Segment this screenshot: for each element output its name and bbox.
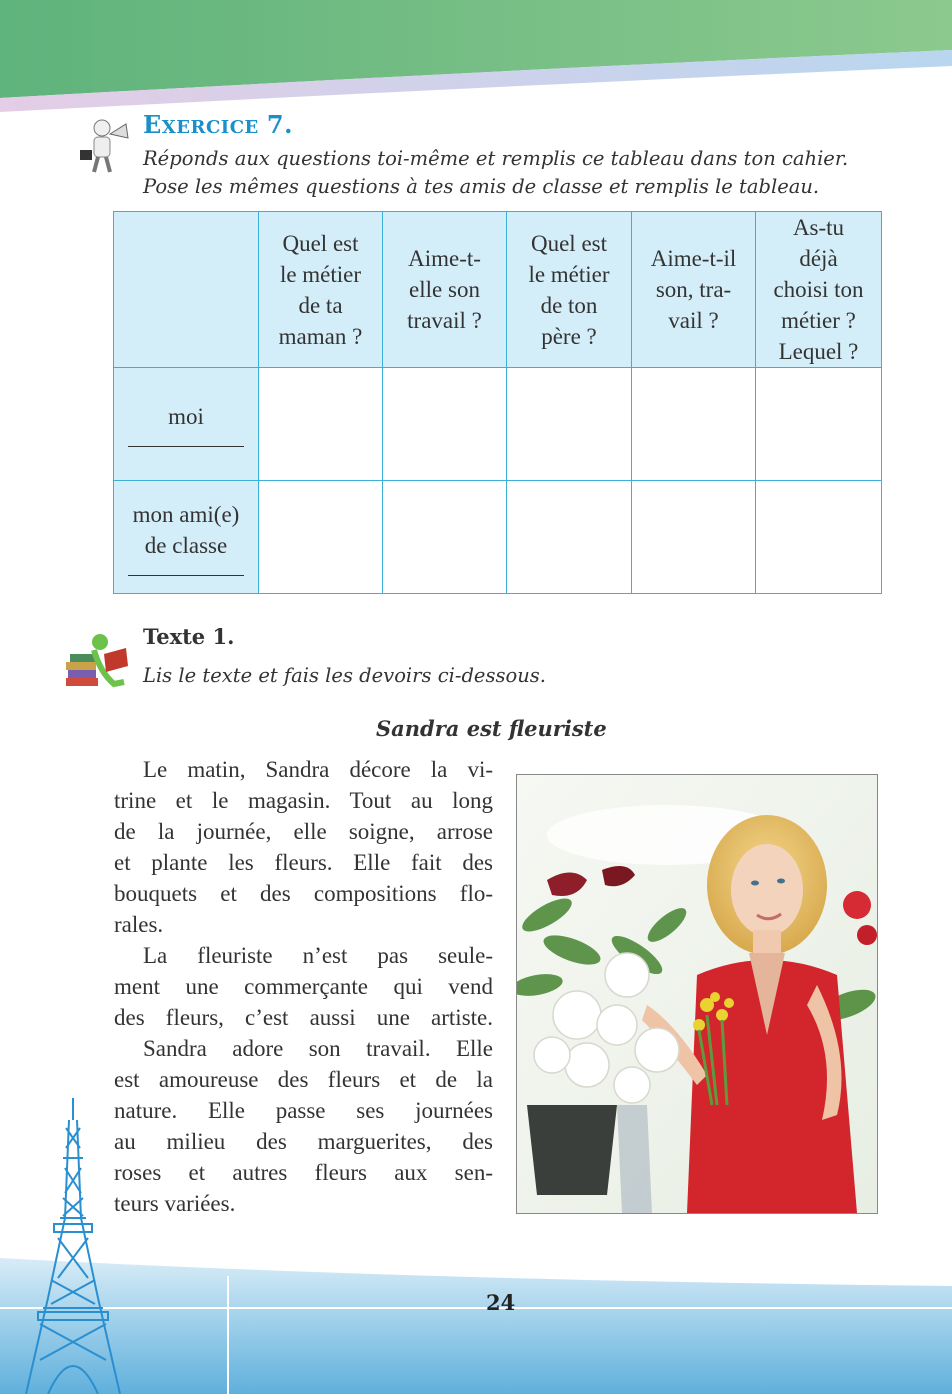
row-label: moi — [168, 404, 204, 429]
row-label-cell — [114, 368, 259, 481]
table-empty-cell — [383, 481, 507, 594]
megaphone-person-icon — [76, 112, 136, 174]
texte-instruction: Lis le texte et fais les devoirs ci-dessous. — [143, 664, 546, 687]
texte-title: Texte 1. — [143, 624, 235, 649]
story-line: de la journée, elle soigne, arrose — [114, 819, 493, 844]
page-number: 24 — [486, 1290, 516, 1315]
story-line: bouquets et des compositions flo- — [114, 881, 493, 906]
eiffel-tower-icon — [18, 1098, 128, 1394]
table-row — [114, 368, 882, 481]
header-line: le métier — [528, 261, 610, 287]
story-line: trine et le magasin. Tout au long — [114, 788, 493, 813]
table-header-cell — [632, 212, 756, 368]
story-line: Le matin, Sandra décore la vi- — [143, 757, 493, 782]
header-line: travail ? — [407, 308, 482, 333]
story-line: rales. — [114, 912, 164, 937]
table-empty-cell — [632, 481, 756, 594]
header-line: elle son — [409, 277, 480, 302]
table-header-row — [114, 212, 882, 368]
header-line: père ? — [541, 323, 597, 349]
exercise-title — [143, 110, 293, 139]
story-line: Sandra adore son travail. Elle — [143, 1036, 493, 1061]
reading-books-icon — [64, 632, 134, 688]
table-header-cell — [507, 212, 632, 368]
table-header-cell — [756, 212, 882, 368]
table-empty-cell — [756, 481, 882, 594]
header-line: Aime-t-il — [650, 246, 737, 271]
table-empty-cell — [507, 368, 632, 481]
story-line: roses et autres fleurs aux sen- — [114, 1160, 493, 1185]
header-line: métier ? — [781, 308, 856, 333]
header-line: Quel est — [282, 230, 359, 256]
header-line: As-tu — [792, 215, 845, 240]
story-line: La fleuriste n’est pas seule- — [143, 943, 493, 968]
exercise-instruction-line-1: Réponds aux questions toi-même et remplis ce tableau dans ton cahier. — [143, 147, 849, 170]
story-line: et plante les fleurs. Elle fait des — [114, 850, 493, 875]
table-header-cell — [259, 212, 383, 368]
table-empty-cell — [632, 368, 756, 481]
top-decorative-band — [0, 0, 952, 112]
header-line: choisi ton — [773, 277, 864, 302]
table-empty-cell — [259, 481, 383, 594]
story-line: teurs variées. — [114, 1191, 236, 1216]
header-line: de ta — [298, 292, 343, 318]
table-header-cell — [383, 212, 507, 368]
header-line: Quel est — [530, 230, 607, 256]
table-empty-cell — [383, 368, 507, 481]
table-empty-cell — [259, 368, 383, 481]
story-line: nature. Elle passe ses journées — [114, 1098, 493, 1123]
header-line: vail ? — [668, 308, 719, 333]
table-empty-cell — [756, 368, 882, 481]
row-label-cell — [114, 481, 259, 594]
exercise-title-number: 7. — [266, 110, 293, 139]
story-line: ment une commerçante qui vend — [114, 974, 493, 999]
table-empty-cell — [507, 481, 632, 594]
header-line: maman ? — [278, 323, 363, 349]
blank-write-line — [128, 561, 244, 576]
story-title: Sandra est fleuriste — [376, 716, 607, 741]
header-line: déjà — [799, 246, 838, 271]
blank-write-line — [128, 432, 244, 447]
row-label: de classe — [144, 532, 228, 558]
exercise-title-initial: E — [143, 110, 162, 139]
exercise-title-smallcaps: XERCICE — [161, 117, 259, 138]
header-line: Lequel ? — [778, 339, 859, 364]
header-line: de ton — [540, 292, 598, 318]
row-label: mon ami(e) — [132, 501, 240, 527]
story-line: des fleurs, c’est aussi une artiste. — [114, 1005, 493, 1030]
florist-photo — [516, 774, 878, 1214]
story-line: au milieu des marguerites, des — [114, 1129, 493, 1154]
exercise-instruction-line-2: Pose les mêmes questions à tes amis de classe et remplis le tableau. — [143, 175, 820, 198]
bottom-decorative-band — [0, 1258, 952, 1394]
header-line: Aime-t- — [408, 246, 481, 271]
header-line: le métier — [279, 261, 362, 287]
story-line: est amoureuse des fleurs et de la — [114, 1067, 493, 1092]
header-line: son, tra- — [655, 277, 732, 302]
survey-table — [113, 211, 882, 594]
table-corner-cell — [114, 212, 259, 368]
table-row — [114, 481, 882, 594]
